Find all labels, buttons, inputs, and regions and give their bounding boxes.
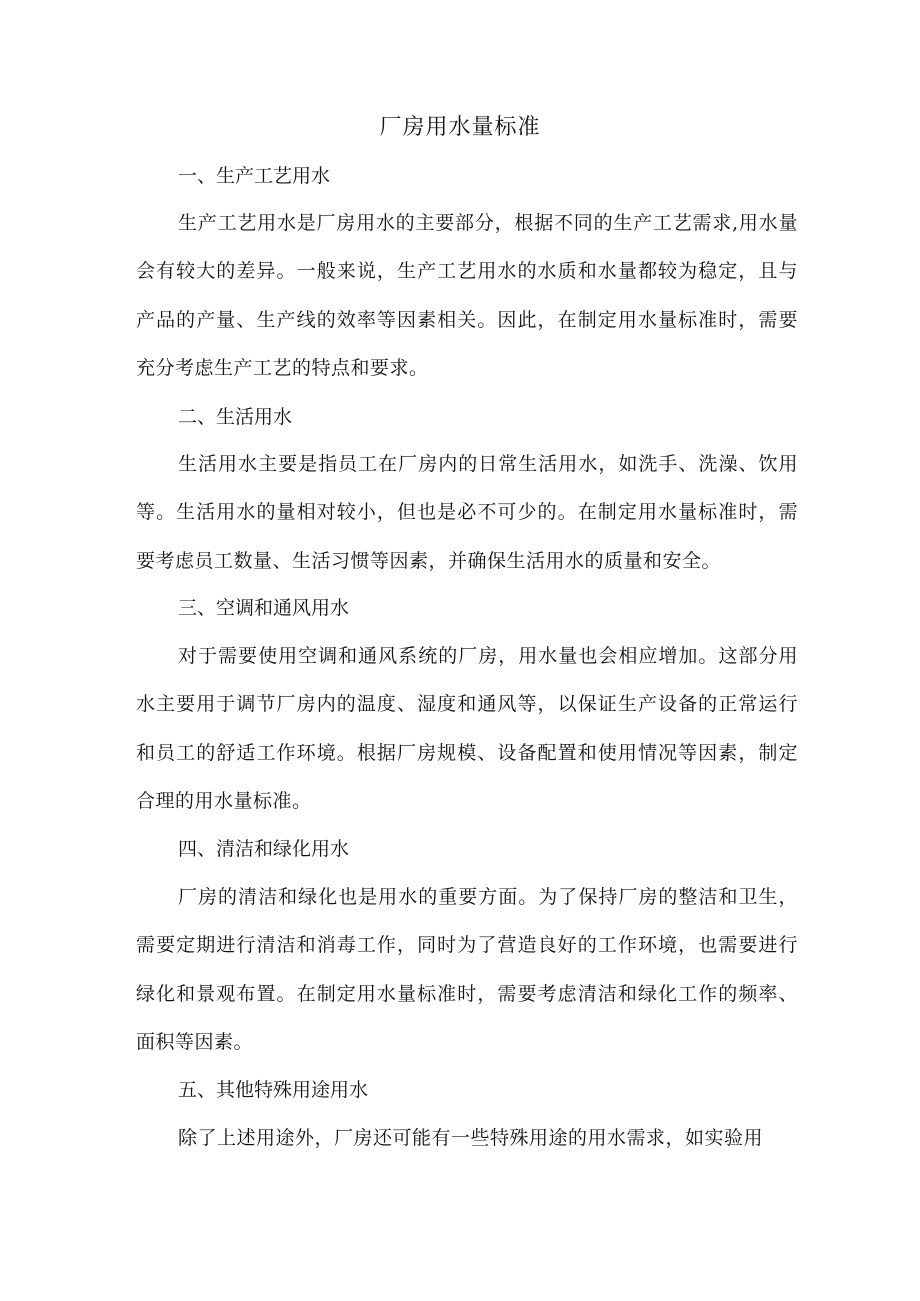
section-heading-special: 五、其他特殊用途用水 <box>178 1079 369 1101</box>
section-heading-cleaning: 四、清洁和绿化用水 <box>178 838 350 860</box>
section-body-cleaning: 厂房的清洁和绿化也是用水的重要方面。为了保持厂房的整洁和卫生，需要定期进行清洁和消毒工作，同时为了营造良好的工作环境，也需要进行绿化和景观布置。在制定用水量标准时，需要考虑清洁和绿化工作的频率、面积等因素。 <box>136 886 798 1053</box>
document-title: 厂房用水量标准 <box>379 115 541 140</box>
section-heading-production: 一、生产工艺用水 <box>178 165 331 187</box>
section-body-special: 除了上述用途外，厂房还可能有一些特殊用途的用水需求，如实验用 <box>178 1127 764 1149</box>
section-body-production: 生产工艺用水是厂房用水的主要部分，根据不同的生产工艺需求,用水量会有较大的差异。一般来说，生产工艺用水的水质和水量都较为稳定，且与产品的产量、生产线的效率等因素相关。因此，在制定用水量标准时，需要充分考虑生产工艺的特点和要求。 <box>136 212 798 379</box>
section-heading-domestic: 二、生活用水 <box>178 406 293 428</box>
section-body-hvac: 对于需要使用空调和通风系统的厂房，用水量也会相应增加。这部分用水主要用于调节厂房内的温度、湿度和通风等，以保证生产设备的正常运行和员工的舒适工作环境。根据厂房规模、设备配置和使用情况等因素，制定合理的用水量标准。 <box>136 645 798 812</box>
section-heading-hvac: 三、空调和通风用水 <box>178 597 350 619</box>
section-body-domestic: 生活用水主要是指员工在厂房内的日常生活用水，如洗手、洗澡、饮用等。生活用水的量相对较小，但也是必不可少的。在制定用水量标准时，需要考虑员工数量、生活习惯等因素，并确保生活用水的质量和安全。 <box>136 453 798 572</box>
